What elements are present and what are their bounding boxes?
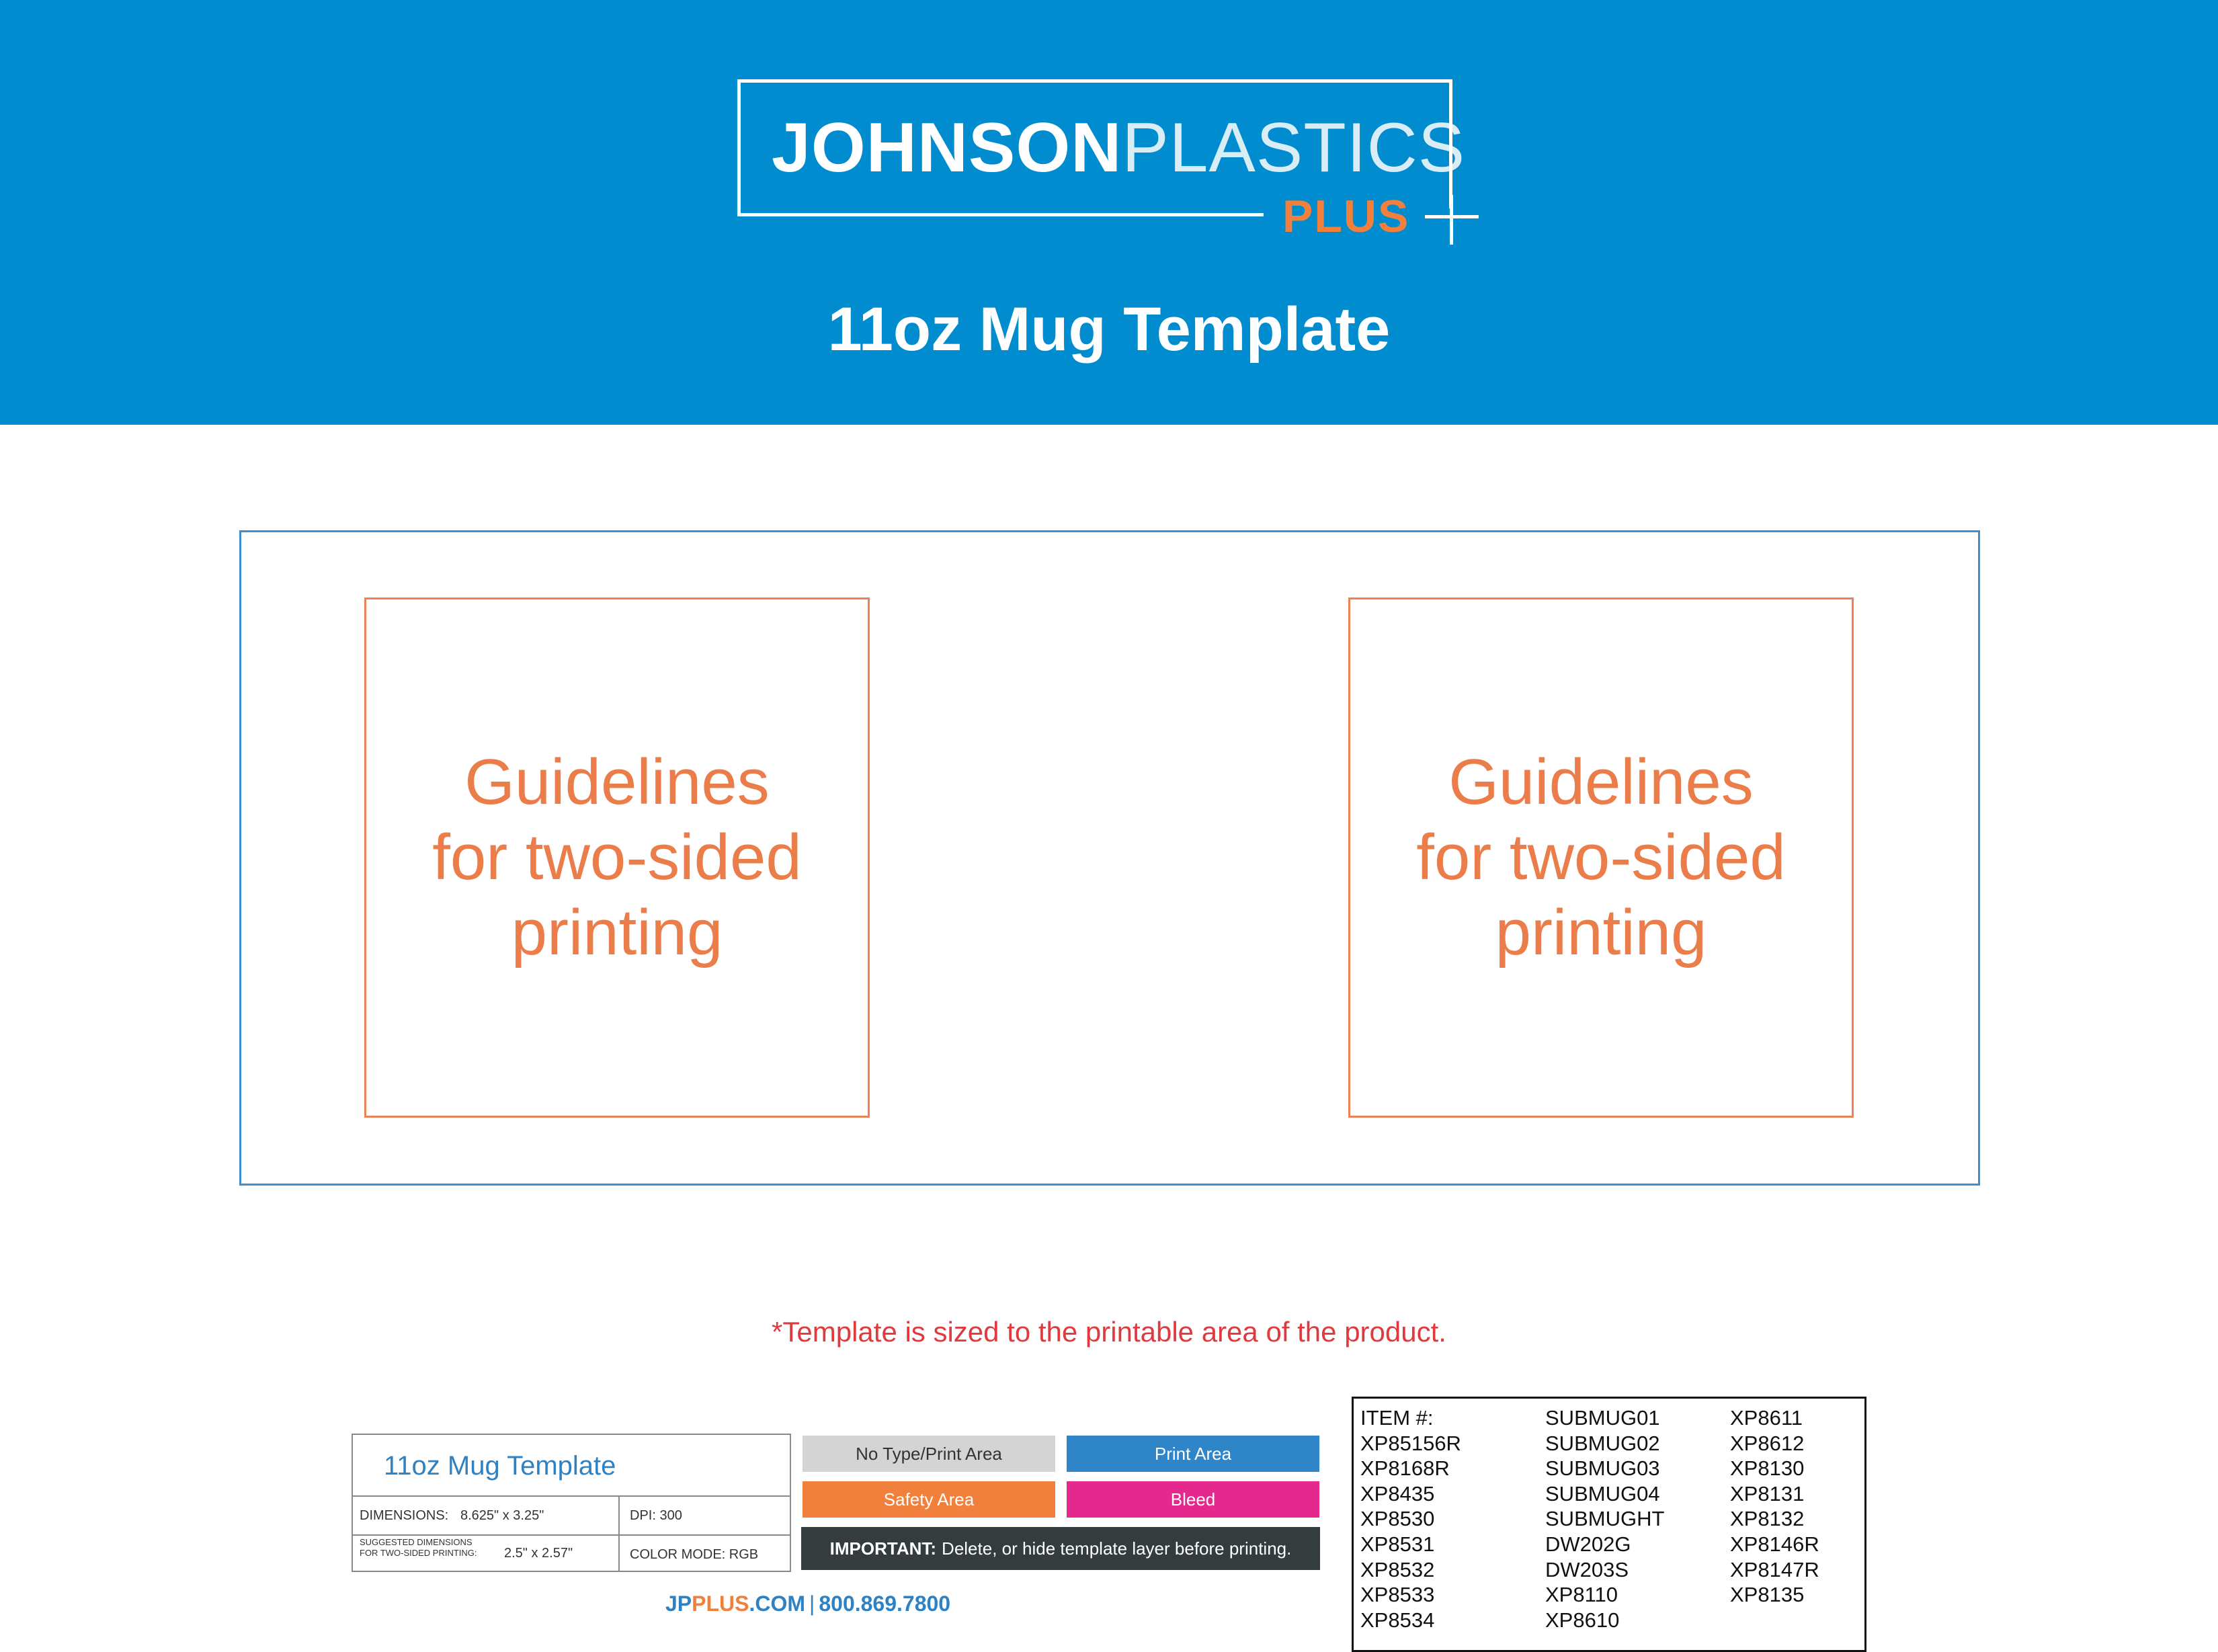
contact-line	[665, 1590, 950, 1617]
legend-bleed: Bleed	[1067, 1481, 1319, 1518]
item-entry: XP8132	[1730, 1507, 1805, 1531]
legend-safety-area: Safety Area	[803, 1481, 1055, 1518]
logo-cross-vertical	[1450, 195, 1453, 245]
suggested-value: 2.5" x 2.57"	[504, 1546, 573, 1561]
item-entry: DW203S	[1545, 1557, 1629, 1581]
item-entry: XP8610	[1545, 1608, 1620, 1632]
item-entry: XP8135	[1730, 1583, 1805, 1607]
site-suffix: .COM	[749, 1592, 806, 1616]
brand-logo-text	[772, 108, 1465, 188]
brand-secondary: PLASTICS	[1122, 109, 1466, 187]
page-title: 11oz Mug Template	[827, 295, 1391, 364]
right-guide-line3: printing	[1495, 897, 1707, 968]
item-entry: XP8110	[1545, 1583, 1618, 1607]
item-entry: XP8612	[1730, 1431, 1805, 1455]
items-column-2	[1545, 1405, 1664, 1633]
left-guide-text	[382, 745, 852, 970]
item-entry: SUBMUG03	[1545, 1456, 1660, 1481]
right-guideline-box	[1348, 597, 1854, 1118]
item-entry: SUBMUG02	[1545, 1431, 1660, 1455]
contact-separator: |	[809, 1592, 815, 1616]
item-entry: SUBMUGHT	[1545, 1507, 1665, 1531]
important-notice	[801, 1527, 1320, 1570]
item-entry: XP8147R	[1730, 1557, 1819, 1581]
items-column-1	[1360, 1405, 1461, 1633]
item-entry: XP8532	[1360, 1557, 1435, 1581]
template-size-note: *Template is sized to the printable area of the product.	[772, 1316, 1446, 1348]
item-entry: XP85156R	[1360, 1431, 1461, 1455]
left-guide-line3: printing	[511, 897, 723, 968]
color-mode: COLOR MODE: RGB	[630, 1547, 759, 1562]
left-guideline-box	[364, 597, 870, 1118]
right-guide-line2: for two-sided	[1416, 821, 1786, 893]
right-guide-line1: Guidelines	[1448, 746, 1754, 818]
important-text: Delete, or hide template layer before printing.	[942, 1538, 1292, 1559]
item-entry: XP8534	[1360, 1608, 1435, 1632]
item-entry: XP8168R	[1360, 1456, 1450, 1481]
items-column-3	[1730, 1405, 1819, 1608]
item-entry: XP8146R	[1730, 1532, 1819, 1556]
info-title: 11oz Mug Template	[384, 1451, 616, 1481]
item-entry: XP8530	[1360, 1507, 1435, 1531]
site-prefix: JP	[665, 1592, 692, 1616]
left-guide-line1: Guidelines	[464, 746, 770, 818]
info-divider-1	[353, 1495, 790, 1497]
header-banner	[0, 0, 2218, 425]
item-entry: ITEM #:	[1360, 1406, 1434, 1430]
info-divider-2	[353, 1534, 790, 1536]
item-entry: XP8130	[1730, 1456, 1805, 1481]
suggested-label-line1: SUGGESTED DIMENSIONS	[360, 1537, 473, 1547]
item-entry: XP8131	[1730, 1481, 1805, 1505]
item-entry: DW202G	[1545, 1532, 1631, 1556]
left-guide-line2: for two-sided	[432, 821, 802, 893]
item-number-box	[1352, 1397, 1866, 1652]
site-accent: PLUS	[692, 1592, 749, 1616]
phone-number: 800.869.7800	[819, 1592, 951, 1616]
item-entry: SUBMUG01	[1545, 1406, 1660, 1430]
brand-badge: PLUS	[1282, 191, 1410, 242]
legend-no-type: No Type/Print Area	[803, 1436, 1055, 1472]
suggested-label-line2: FOR TWO-SIDED PRINTING:	[360, 1548, 477, 1558]
item-entry: XP8533	[1360, 1583, 1435, 1607]
dpi-value: DPI: 300	[630, 1508, 682, 1523]
dimensions-label: DIMENSIONS:	[360, 1508, 449, 1523]
brand-primary: JOHNSON	[772, 109, 1122, 187]
item-entry: XP8435	[1360, 1481, 1435, 1505]
important-label: IMPORTANT:	[829, 1538, 937, 1559]
legend-print-area: Print Area	[1067, 1436, 1319, 1472]
item-entry: SUBMUG04	[1545, 1481, 1660, 1505]
right-guide-text	[1366, 745, 1836, 970]
template-info-box	[352, 1434, 791, 1572]
info-divider-vertical	[618, 1495, 620, 1572]
item-entry: XP8531	[1360, 1532, 1435, 1556]
item-entry: XP8611	[1730, 1406, 1803, 1430]
dimensions-value: 8.625" x 3.25"	[460, 1508, 544, 1523]
